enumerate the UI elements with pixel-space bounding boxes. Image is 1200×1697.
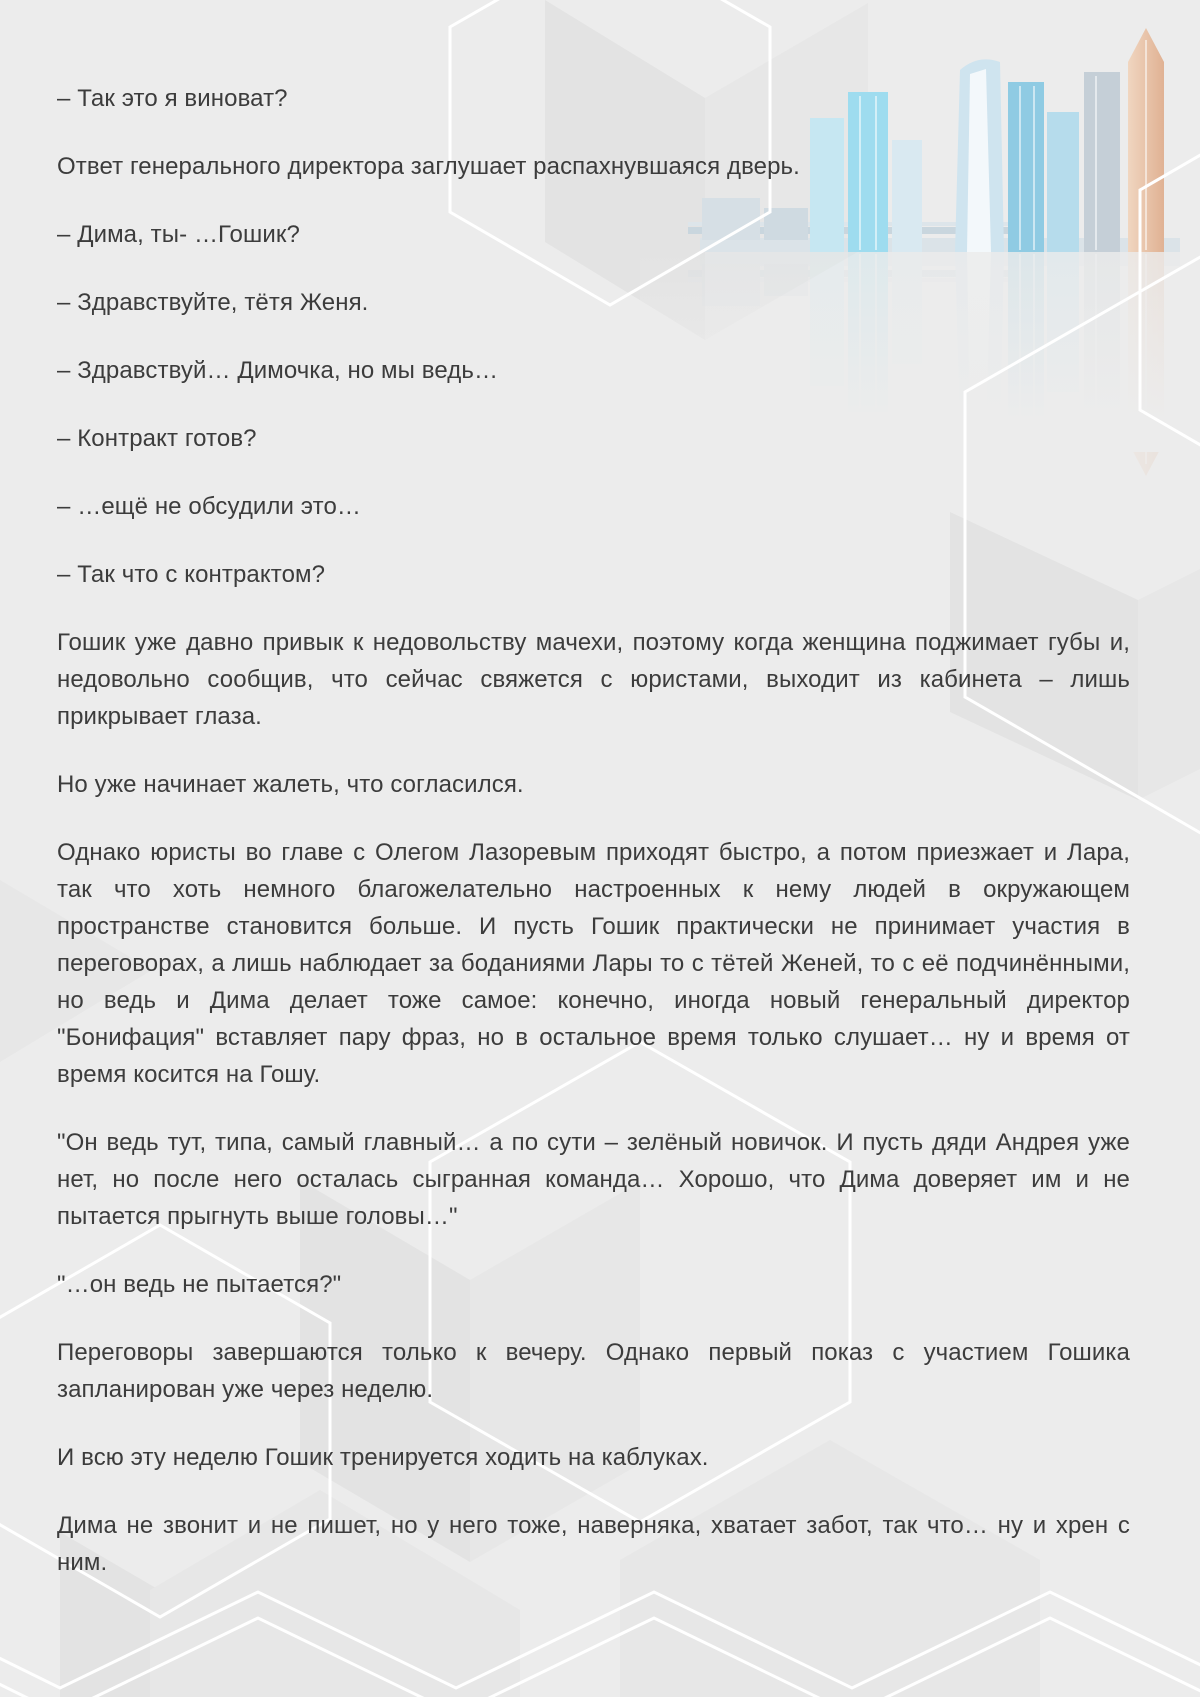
story-paragraph: – Так это я виноват?: [57, 85, 288, 112]
story-paragraph: – Контракт готов?: [57, 425, 257, 452]
story-paragraph: Переговоры завершаются только к вечеру. Однако первый показ с участием Гошика запланирован уже через неделю.: [57, 1339, 1130, 1403]
story-paragraph: И всю эту неделю Гошик тренируется ходить на каблуках.: [57, 1444, 709, 1471]
story-paragraph: – Здравствуйте, тётя Женя.: [57, 289, 369, 316]
story-paragraph: – Здравствуй… Димочка, но мы ведь…: [57, 357, 499, 384]
story-paragraph: "…он ведь не пытается?": [57, 1271, 342, 1298]
story-paragraph: – Так что с контрактом?: [57, 561, 326, 588]
story-paragraph: Но уже начинает жалеть, что согласился.: [57, 771, 524, 798]
story-paragraph: Однако юристы во главе с Олегом Лазоревым приходят быстро, а потом приезжает и Лара, так что хоть немного благожелательно настроенных к нему людей в окружающем пространстве становится больше. И пусть Гошик практически не принимает участия в переговорах, а лишь наблюдает за боданиями Лары то с тётей Женей, то с её подчинёнными, но ведь и Дима делает тоже самое: конечно, иногда новый генеральный директор "Бонифация" вставляет пару фраз, но в остальное время только слушает… ну и время от время косится на Гошу.: [57, 839, 1130, 1088]
story-paragraph: "Он ведь тут, типа, самый главный… а по сути – зелёный новичок. И пусть дяди Андрея уже нет, но после него осталась сыгранная команда… Хорошо, что Дима доверяет им и не пытается прыгнуть выше головы…": [57, 1129, 1130, 1230]
story-paragraph: Ответ генерального директора заглушает распахнувшаяся дверь.: [57, 153, 800, 180]
story-paragraph: – …ещё не обсудили это…: [57, 493, 361, 520]
story-paragraph: – Дима, ты- …Гошик?: [57, 221, 300, 248]
story-text: [57, 80, 1130, 1612]
story-paragraph: Гошик уже давно привык к недовольству мачехи, поэтому когда женщина поджимает губы и, недовольно сообщив, что сейчас свяжется с юристами, выходит из кабинета – лишь прикрывает глаза.: [57, 629, 1130, 730]
story-paragraph: Дима не звонит и не пишет, но у него тоже, наверняка, хватает забот, так что… ну и хрен с ним.: [57, 1512, 1130, 1576]
